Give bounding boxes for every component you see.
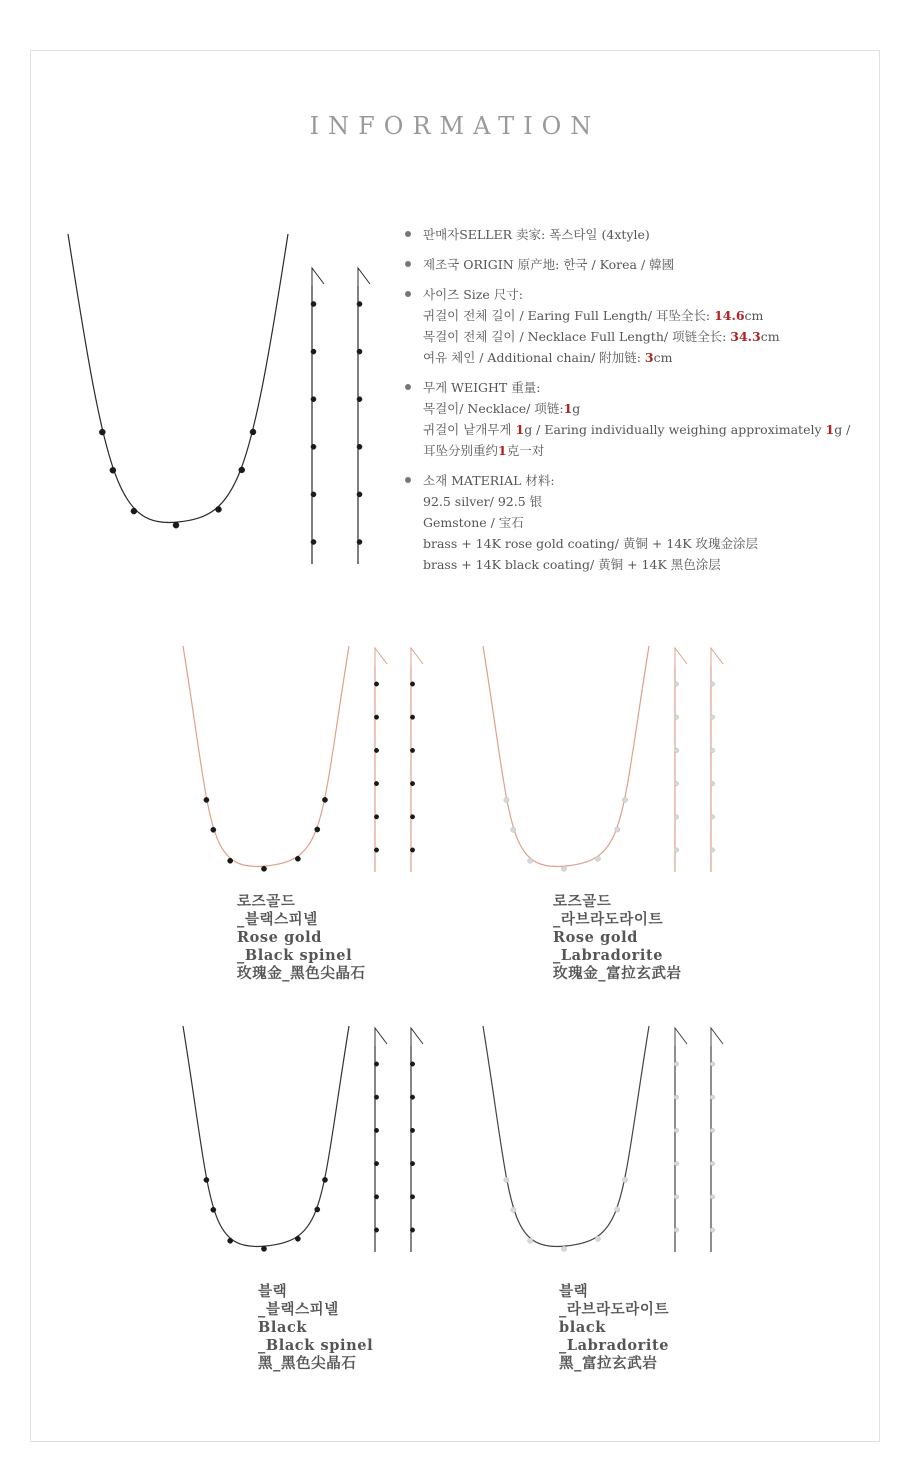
earring-gem <box>311 349 316 354</box>
earring-gem <box>374 848 378 852</box>
necklace-chain <box>483 1026 649 1247</box>
earring-gem <box>374 781 378 785</box>
earring-gem <box>710 781 714 785</box>
earring-gem <box>311 301 316 306</box>
page-title: INFORMATION <box>309 112 601 140</box>
size-section <box>405 284 875 368</box>
necklace-gem <box>561 1246 566 1251</box>
earring-hook <box>411 1028 423 1046</box>
necklace-chain <box>68 234 288 522</box>
weight-necklace-value: 1 <box>563 401 573 416</box>
seller-section <box>405 224 875 245</box>
necklace-gem <box>622 1177 627 1182</box>
seller-text: 판매자SELLER 卖家: 폭스타일 (4xtyle) <box>423 227 650 242</box>
origin-section <box>405 254 875 275</box>
origin-text: 제조국 ORIGIN 原产地: 한국 / Korea / 韓國 <box>423 257 675 272</box>
necklace-gem <box>250 429 256 435</box>
necklace-chain <box>183 1026 349 1247</box>
earring-gem <box>374 1228 378 1232</box>
necklace-gem <box>239 467 245 473</box>
material-section <box>405 470 875 575</box>
variant-image-black-spinel <box>175 1020 435 1260</box>
earring-gem <box>710 1228 714 1232</box>
earring-gem <box>311 539 316 544</box>
necklace-gem <box>595 856 600 861</box>
earring-gem <box>374 1161 378 1165</box>
earring-gem <box>357 539 362 544</box>
necklace-gem <box>295 856 300 861</box>
earring-gem <box>674 1195 678 1199</box>
earring-gem <box>410 1128 414 1132</box>
necklace-gem <box>511 1207 516 1212</box>
size-earing: 귀걸이 전체 길이 / Earing Full Length/ 耳坠全长: 14.6cm <box>423 308 764 323</box>
earring-gem <box>674 1062 678 1066</box>
earring-gem <box>357 397 362 402</box>
earring-gem <box>410 1228 414 1232</box>
necklace-gem <box>99 429 105 435</box>
weight-earing-zh: 耳坠分别重约1克一对 <box>423 443 545 458</box>
earring-gem <box>374 1195 378 1199</box>
earring-gem <box>374 815 378 819</box>
material-item: brass + 14K rose gold coating/ 黄铜 + 14K 玫瑰金涂层 <box>423 536 759 551</box>
necklace-gem <box>261 1246 266 1251</box>
earring-gem <box>674 715 678 719</box>
earring-gem <box>410 1195 414 1199</box>
earring-gem <box>357 349 362 354</box>
earring-gem <box>311 397 316 402</box>
earring-gem <box>710 1095 714 1099</box>
earring-gem <box>674 682 678 686</box>
earring-gem <box>674 748 678 752</box>
earring-gem <box>374 1095 378 1099</box>
necklace-gem <box>261 866 266 871</box>
necklace-gem <box>228 1238 233 1243</box>
earring-gem <box>357 492 362 497</box>
hero-jewelry-image <box>60 230 380 570</box>
earring-gem <box>410 682 414 686</box>
earring-gem <box>410 1062 414 1066</box>
earring-gem <box>710 1161 714 1165</box>
necklace-gem <box>315 827 320 832</box>
earring-gem <box>374 682 378 686</box>
variant-image-rosegold-labradorite <box>475 640 735 880</box>
earring-gem <box>674 1228 678 1232</box>
earring-hook <box>312 268 324 286</box>
necklace-gem <box>504 797 509 802</box>
earring-gem <box>710 682 714 686</box>
variant-caption: 블랙 _라브라도라이트 black _Labradorite 黑_富拉玄武岩 <box>559 1283 670 1372</box>
earring-gem <box>374 715 378 719</box>
earring-gem <box>674 1095 678 1099</box>
earring-gem <box>710 748 714 752</box>
earring-gem <box>674 1128 678 1132</box>
earring-gem <box>410 848 414 852</box>
earring-hook <box>711 648 723 666</box>
size-necklace-value: 34.3 <box>730 329 761 344</box>
earring-gem <box>374 1128 378 1132</box>
earring-gem <box>410 815 414 819</box>
necklace-gem <box>504 1177 509 1182</box>
necklace-gem <box>615 827 620 832</box>
earring-gem <box>410 781 414 785</box>
earring-gem <box>674 848 678 852</box>
weight-earing: 귀걸이 낱개무게 1g / Earing individually weighing approximately 1g / <box>423 422 851 437</box>
necklace-gem <box>322 1177 327 1182</box>
earring-gem <box>374 748 378 752</box>
necklace-gem <box>204 1177 209 1182</box>
necklace-gem <box>322 797 327 802</box>
variant-image-black-labradorite <box>475 1020 735 1260</box>
earring-gem <box>710 1128 714 1132</box>
earring-gem <box>410 715 414 719</box>
size-earing-value: 14.6 <box>714 308 745 323</box>
variant-caption: 로즈골드 _라브라도라이트 Rose gold _Labradorite 玫瑰金_富拉玄武岩 <box>553 893 682 982</box>
weight-necklace: 목걸이/ Necklace/ 项链:1g <box>423 401 581 416</box>
variant-image-rosegold-spinel <box>175 640 435 880</box>
earring-gem <box>674 1161 678 1165</box>
necklace-chain <box>183 646 349 867</box>
necklace-gem <box>228 858 233 863</box>
size-chain-value: 3 <box>644 350 654 365</box>
earring-gem <box>311 444 316 449</box>
earring-gem <box>710 848 714 852</box>
earring-gem <box>710 1062 714 1066</box>
necklace-gem <box>211 1207 216 1212</box>
earring-gem <box>710 715 714 719</box>
necklace-gem <box>204 797 209 802</box>
variant-caption: 블랙 _블랙스피넬 Black _Black spinel 黑_黑色尖晶石 <box>258 1283 374 1372</box>
earring-hook <box>375 648 387 666</box>
necklace-gem <box>595 1236 600 1241</box>
earring-hook <box>675 1028 687 1046</box>
necklace-gem <box>211 827 216 832</box>
earring-gem <box>674 781 678 785</box>
earring-hook <box>375 1028 387 1046</box>
earring-hook <box>411 648 423 666</box>
earring-hook <box>711 1028 723 1046</box>
product-info <box>405 224 875 584</box>
necklace-gem <box>315 1207 320 1212</box>
weight-label: 무게 WEIGHT 重量: <box>423 380 541 395</box>
material-label: 소재 MATERIAL 材料: <box>423 473 555 488</box>
necklace-gem <box>173 522 179 528</box>
necklace-gem <box>622 797 627 802</box>
size-label: 사이즈 Size 尺寸: <box>423 287 523 302</box>
necklace-gem <box>131 508 137 514</box>
material-item: 92.5 silver/ 92.5 银 <box>423 494 543 509</box>
earring-gem <box>410 1095 414 1099</box>
material-item: Gemstone / 宝石 <box>423 515 524 530</box>
necklace-gem <box>295 1236 300 1241</box>
earring-gem <box>410 748 414 752</box>
necklace-gem <box>216 506 222 512</box>
necklace-gem <box>528 858 533 863</box>
earring-hook <box>675 648 687 666</box>
size-necklace: 목걸이 전체 길이 / Necklace Full Length/ 项链全长: 34.3cm <box>423 329 780 344</box>
earring-gem <box>357 444 362 449</box>
material-item: brass + 14K black coating/ 黄铜 + 14K 黑色涂层 <box>423 557 721 572</box>
weight-section <box>405 377 875 461</box>
earring-gem <box>410 1161 414 1165</box>
earring-gem <box>674 815 678 819</box>
earring-gem <box>374 1062 378 1066</box>
necklace-gem <box>511 827 516 832</box>
necklace-gem <box>528 1238 533 1243</box>
necklace-gem <box>615 1207 620 1212</box>
earring-gem <box>710 1195 714 1199</box>
earring-hook <box>358 268 370 286</box>
size-chain: 여유 체인 / Additional chain/ 附加链: 3cm <box>423 350 673 365</box>
earring-gem <box>311 492 316 497</box>
variant-caption: 로즈골드 _블랙스피넬 Rose gold _Black spinel 玫瑰金_黑色尖晶石 <box>237 893 366 982</box>
necklace-gem <box>110 467 116 473</box>
earring-gem <box>710 815 714 819</box>
earring-gem <box>357 301 362 306</box>
necklace-chain <box>483 646 649 867</box>
necklace-gem <box>561 866 566 871</box>
